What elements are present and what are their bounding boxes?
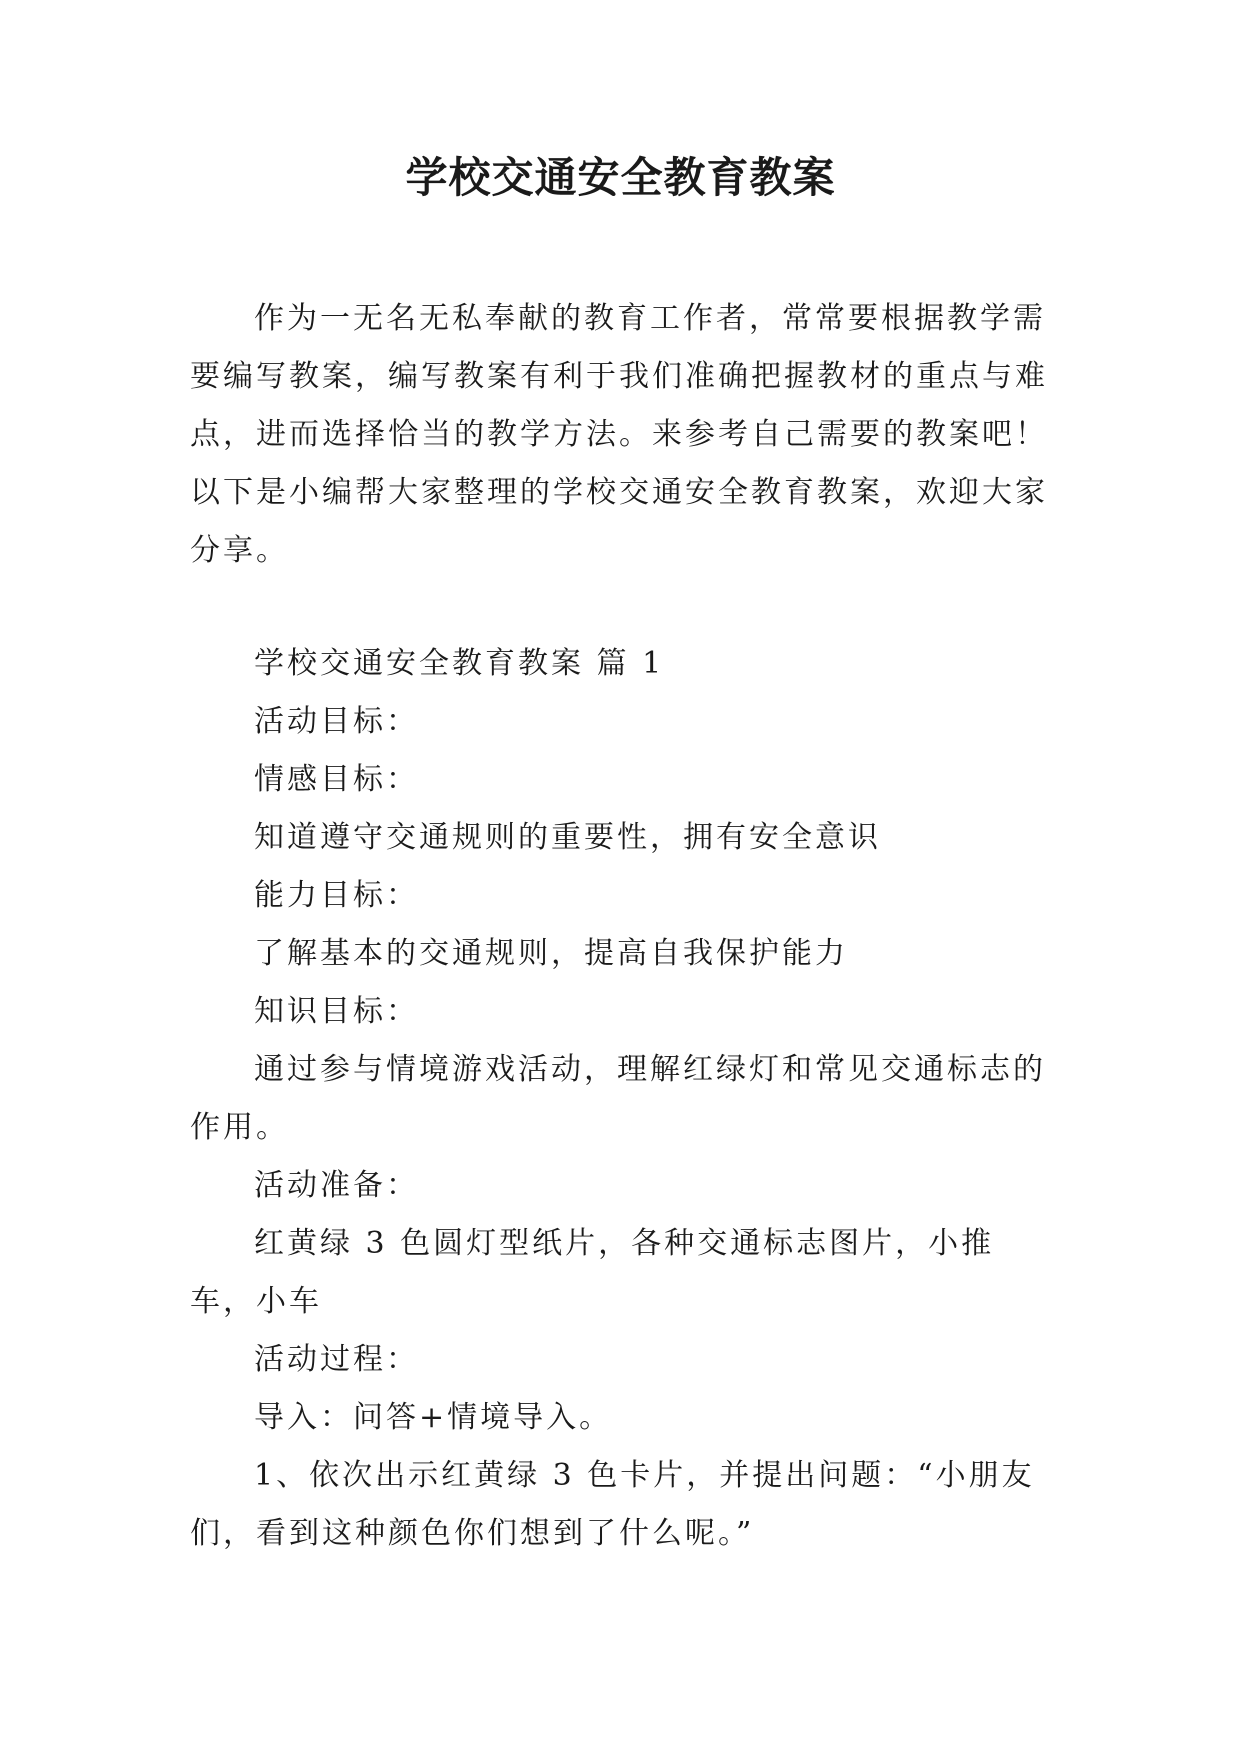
section-heading: 学校交通安全教育教案 篇 1: [254, 646, 665, 681]
paragraph: 导入：问答+情境导入。: [254, 1400, 613, 1435]
paragraph: 活动过程：: [254, 1342, 419, 1377]
paragraph: 情感目标：: [254, 762, 419, 797]
paragraph: 了解基本的交通规则，提高自我保护能力: [254, 936, 848, 971]
paragraph: 1、依次出示红黄绿 3 色卡片，并提出问题：“小朋友们，看到这种颜色你们想到了什么呢。”: [190, 1458, 1035, 1551]
paragraph: 通过参与情境游戏活动，理解红绿灯和常见交通标志的作用。: [190, 1052, 1046, 1145]
intro-paragraph: 作为一无名无私奉献的教育工作者，常常要根据教学需要编写教案，编写教案有利于我们准确把握教材的重点与难点，进而选择恰当的教学方法。来参考自己需要的教案吧！以下是小编帮大家整理的学校交通安全教育教案，欢迎大家分享。: [190, 301, 1048, 568]
paragraph: 知道遵守交通规则的重要性，拥有安全意识: [254, 820, 881, 855]
lesson-plan-section: [190, 635, 1050, 1563]
paragraph: 活动准备：: [254, 1168, 419, 1203]
paragraph: 红黄绿 3 色圆灯型纸片，各种交通标志图片，小推车，小车: [190, 1226, 995, 1319]
paragraph: 能力目标：: [254, 878, 419, 913]
paragraph: 活动目标：: [254, 704, 419, 739]
paragraph: 知识目标：: [254, 994, 419, 1029]
document-title: 学校交通安全教育教案: [405, 153, 836, 202]
